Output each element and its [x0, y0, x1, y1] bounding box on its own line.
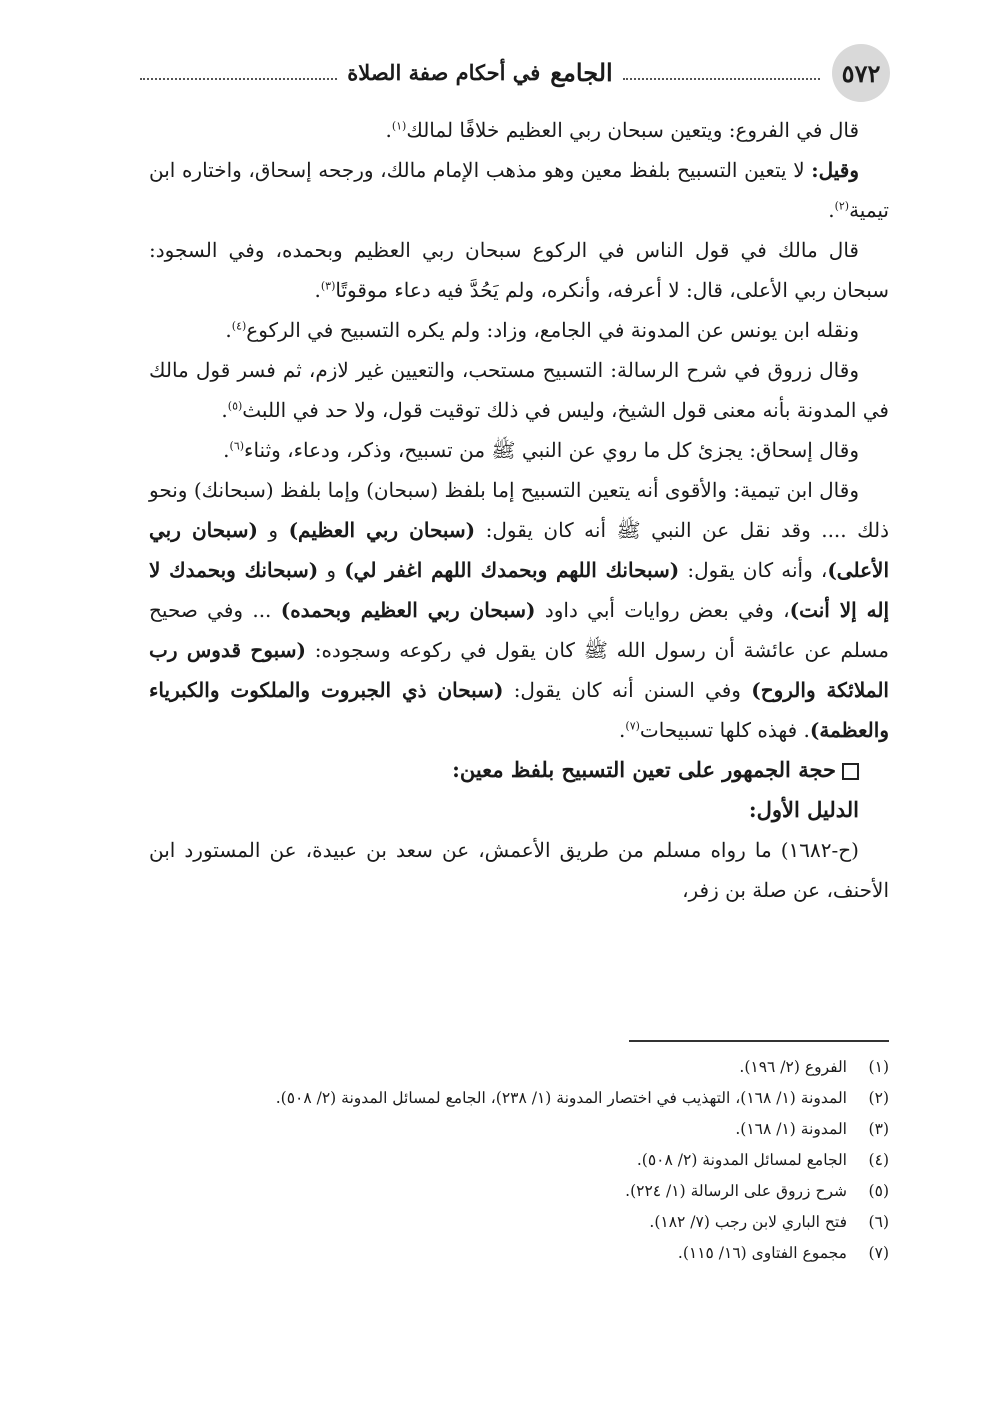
footnote-number: (٢) [868, 1089, 889, 1107]
footnote-divider [629, 1040, 889, 1042]
p2-end: . [828, 198, 835, 222]
p3-text: قال مالك في قول الناس في الركوع سبحان ربي العظيم وبحمده، وفي السجود: سبحان ربي الأعلى، قال: لا أعرفه، وأنكره، ولم يَحُدَّ فيه دعاء موقوتًا [149, 238, 889, 302]
quote-4: (سبحانك وبحمدك لا إله إلا أنت) [149, 558, 889, 622]
paragraph-2 [149, 150, 889, 230]
footnote-ref-7: (٧) [625, 719, 640, 733]
footnotes [139, 1052, 889, 1269]
footnote-number: (٥) [868, 1182, 889, 1200]
footnote-text: الفروع (٢/ ١٩٦). [739, 1058, 847, 1076]
page-header [140, 44, 890, 104]
p3-end: . [314, 278, 321, 302]
footnote-item [139, 1145, 889, 1176]
paragraph-7 [149, 470, 889, 750]
subsection-heading: الدليل الأول: [748, 797, 859, 822]
footnote-ref-5: (٥) [227, 399, 243, 413]
footnote-number: (٣) [868, 1120, 889, 1138]
p4-text: ونقله ابن يونس عن المدونة في الجامع، وزاد: ولم يكره التسبيح في الركوع [246, 318, 859, 342]
paragraph-3 [149, 230, 889, 310]
p7-end: . [619, 718, 626, 742]
section-heading [149, 750, 889, 790]
footnote-number: (١) [868, 1058, 889, 1076]
paragraph-1 [149, 110, 889, 150]
p7-h: وفي السنن أنه كان يقول: [503, 678, 752, 702]
quote-3: (سبحانك اللهم وبحمدك اللهم اغفر لي) [344, 558, 680, 582]
footnote-number: (٧) [868, 1244, 889, 1262]
p5-text: وقال زروق في شرح الرسالة: التسبيح مستحب، والتعيين غير لازم، ثم فسر قول مالك في المدونة بأنه معنى قول الشيخ، وليس في ذلك توقيت قول، ولا حد في اللبث [149, 358, 889, 422]
footnote-ref-2: (٢) [834, 199, 850, 213]
quote-2: (سبحان ربي الأعلى) [149, 518, 889, 582]
p7-f: ، وفي بعض روايات أبي داود [535, 598, 790, 622]
footnote-item [139, 1052, 889, 1083]
p7-g: ... وفي صحيح مسلم عن عائشة أن رسول الله ﷺ كان يقول في ركوعه وسجوده: [149, 598, 889, 662]
footnote-ref-1: (١) [391, 119, 407, 133]
footnote-item [139, 1083, 889, 1114]
footnote-text: المدونة (١/ ١٦٨). [735, 1120, 847, 1138]
footnote-text: الجامع لمسائل المدونة (٢/ ٥٠٨). [636, 1151, 847, 1169]
main-text [149, 110, 889, 910]
book-title-bold: الجامع [550, 58, 613, 87]
footnote-item [139, 1207, 889, 1238]
p7-i: . فهذه كلها تسبيحات [639, 718, 810, 742]
footnote-ref-6: (٦) [229, 439, 245, 453]
footnote-text: مجموع الفتاوى (١٦/ ١١٥). [677, 1244, 847, 1262]
p2-lead: وقيل: [811, 158, 859, 182]
quote-6: (سبوح قدوس رب الملائكة والروح) [149, 638, 889, 702]
paragraph-4 [149, 310, 889, 350]
footnote-ref-4: (٤) [231, 319, 247, 333]
paragraph-8: (ح-١٦٨٢) ما رواه مسلم من طريق الأعمش، عن سعد بن عبيدة، عن المستورد ابن الأحنف، عن صلة بن زفر، [149, 838, 889, 902]
p7-e: و [318, 558, 345, 582]
book-title-rest: في أحكام صفة الصلاة [347, 60, 541, 85]
p1-text: قال في الفروع: ويتعين سبحان ربي العظيم خلافًا لمالك [406, 118, 859, 142]
p7-d: ، وأنه كان يقول: [679, 558, 828, 582]
page-number: ٥٧٢ [832, 44, 890, 102]
p7-a: وقال ابن تيمية: والأقوى أنه يتعين التسبيح إما بلفظ (سبحان) وإما بلفظ (سبحانك) ونحو ذلك .... وقد نقل عن النبي ﷺ أنه كان يقول: [149, 478, 889, 542]
footnote-text: شرح زروق على الرسالة (١/ ٢٢٤). [625, 1182, 847, 1200]
p7-c: و [257, 518, 289, 542]
header-dots-left [140, 78, 337, 80]
quote-5: (سبحان ربي العظيم وبحمده) [280, 598, 536, 622]
footnote-text: فتح الباري لابن رجب (٧/ ١٨٢). [649, 1213, 847, 1231]
footnote-ref-3: (٣) [320, 279, 336, 293]
footnote-item [139, 1114, 889, 1145]
footnote-item [139, 1176, 889, 1207]
p4-end: . [225, 318, 232, 342]
quote-7: (سبحان ذي الجبروت والملكوت والكبرياء والعظمة) [149, 678, 889, 742]
paragraph-5 [149, 350, 889, 430]
p2-text: لا يتعين التسبيح بلفظ معين وهو مذهب الإمام مالك، ورجحه إسحاق، واختاره ابن تيمية [149, 158, 889, 222]
heading-1-text: حجة الجمهور على تعين التسبيح بلفظ معين: [452, 757, 836, 782]
p5-end: . [221, 398, 228, 422]
footnote-number: (٤) [868, 1151, 889, 1169]
p6-end: . [223, 438, 230, 462]
header-dots-right [623, 78, 820, 80]
p6-text: وقال إسحاق: يجزئ كل ما روي عن النبي ﷺ من تسبيح، وذكر، ودعاء، وثناء [244, 438, 859, 462]
footnote-item [139, 1238, 889, 1269]
footnote-number: (٦) [868, 1213, 889, 1231]
p1-end: . [385, 118, 392, 142]
paragraph-6 [149, 430, 889, 470]
running-title [140, 58, 820, 87]
quote-1: (سبحان ربي العظيم) [288, 518, 476, 542]
checkbox-square-icon [842, 763, 859, 780]
footnote-text: المدونة (١/ ١٦٨)، التهذيب في اختصار المدونة (١/ ٢٣٨)، الجامع لمسائل المدونة (٢/ ٥٠٨). [275, 1089, 847, 1107]
